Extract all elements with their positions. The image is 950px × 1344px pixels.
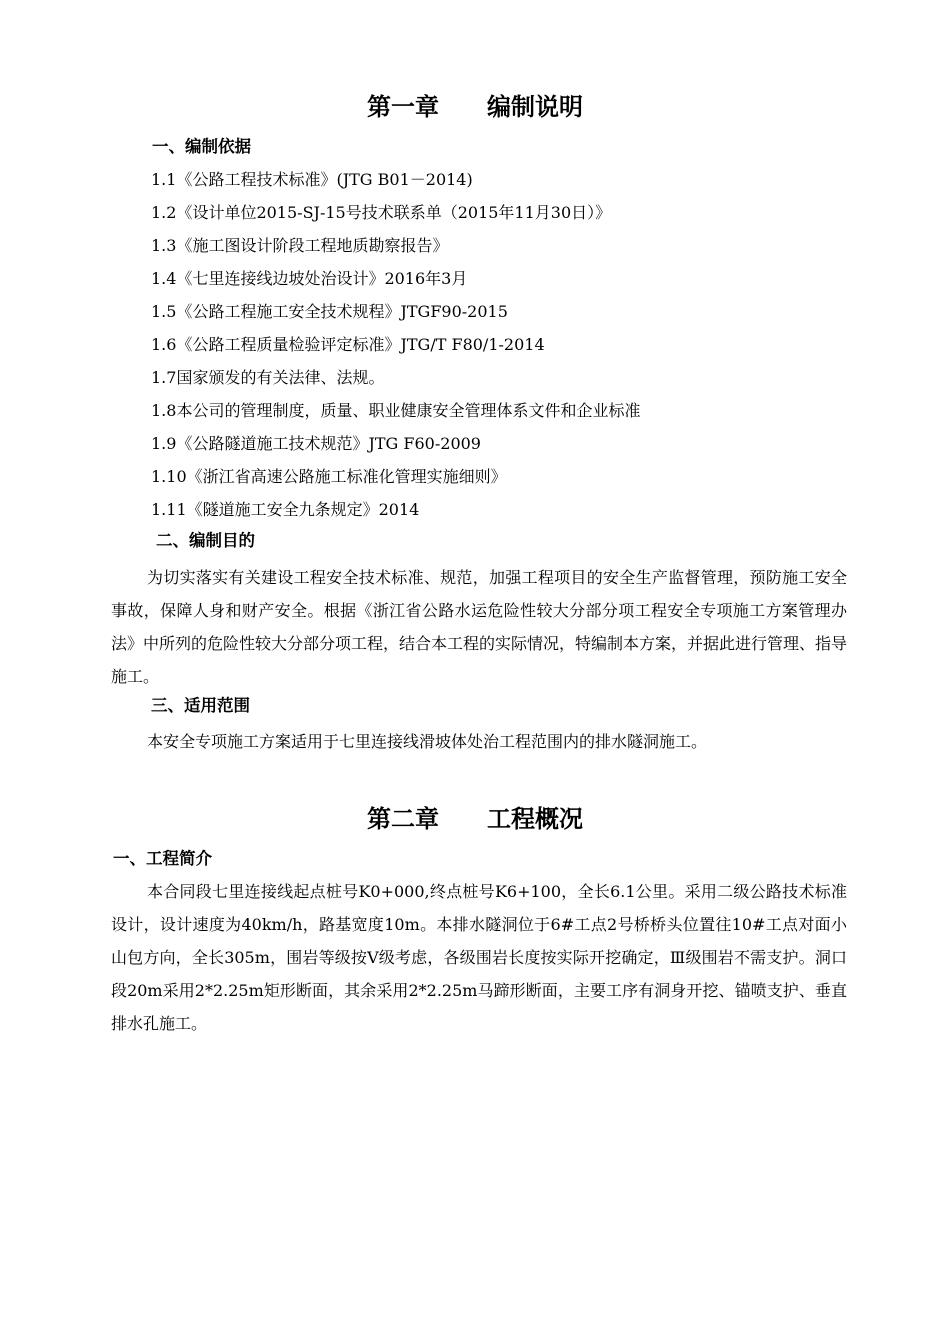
basis-item-6: 1.6《公路工程质量检验评定标准》JTG/T F80/1-2014 bbox=[151, 335, 545, 354]
chapter-1-title: 第一章 编制说明 bbox=[367, 93, 583, 121]
basis-item-4: 1.4《七里连接线边坡处治设计》2016年3月 bbox=[151, 269, 468, 288]
basis-item-11: 1.11《隧道施工安全九条规定》2014 bbox=[151, 500, 420, 519]
basis-item-2: 1.2《设计单位2015-SJ-15号技术联系单（2015年11月30日）》 bbox=[151, 203, 612, 222]
basis-item-10: 1.10《浙江省高速公路施工标准化管理实施细则》 bbox=[151, 467, 507, 486]
section-scope-heading: 三、适用范围 bbox=[151, 696, 250, 715]
basis-item-9: 1.9《公路隧道施工技术规范》JTG F60-2009 bbox=[151, 434, 481, 453]
section-basis-heading: 一、编制依据 bbox=[152, 137, 251, 156]
section-purpose-heading: 二、编制目的 bbox=[156, 531, 255, 550]
purpose-paragraph: 为切实落实有关建设工程安全技术标准、规范，加强工程项目的安全生产监督管理，预防施工安全事故，保障人身和财产安全。根据《浙江省公路水运危险性较大分部分项工程安全专项施工方案管理办法》中所列的危险性较大分部分项工程，结合本工程的实际情况，特编制本方案，并据此进行管理、指导施工。 bbox=[111, 568, 848, 686]
intro-paragraph: 本合同段七里连接线起点桩号K0+000,终点桩号K6+100，全长6.1公里。采用二级公路技术标准设计，设计速度为40km/h，路基宽度10m。本排水隧洞位于6#工点2号桥桥头位置往10#工点对面小山包方向，全长305m，围岩等级按Ⅴ级考虑，各级围岩长度按实际开挖确定，Ⅲ级围岩不需支护。洞口段20m采用2*2.25m矩形断面，其余采用2*2.25m马蹄形断面，主要工序有洞身开挖、锚喷支护、垂直排水孔施工。 bbox=[111, 882, 847, 1033]
basis-item-1: 1.1《公路工程技术标准》(JTG B01－2014) bbox=[151, 170, 473, 189]
basis-item-7: 1.7国家颁发的有关法律、法规。 bbox=[151, 368, 385, 387]
basis-item-5: 1.5《公路工程施工安全技术规程》JTGF90-2015 bbox=[151, 302, 508, 321]
scope-paragraph: 本安全专项施工方案适用于七里连接线滑坡体处治工程范围内的排水隧洞施工。 bbox=[147, 732, 708, 751]
basis-item-8: 1.8本公司的管理制度，质量、职业健康安全管理体系文件和企业标准 bbox=[151, 401, 641, 420]
basis-item-3: 1.3《施工图设计阶段工程地质勘察报告》 bbox=[151, 236, 449, 255]
chapter-2-title: 第二章 工程概况 bbox=[367, 805, 583, 833]
section-intro-heading: 一、工程简介 bbox=[113, 849, 212, 868]
